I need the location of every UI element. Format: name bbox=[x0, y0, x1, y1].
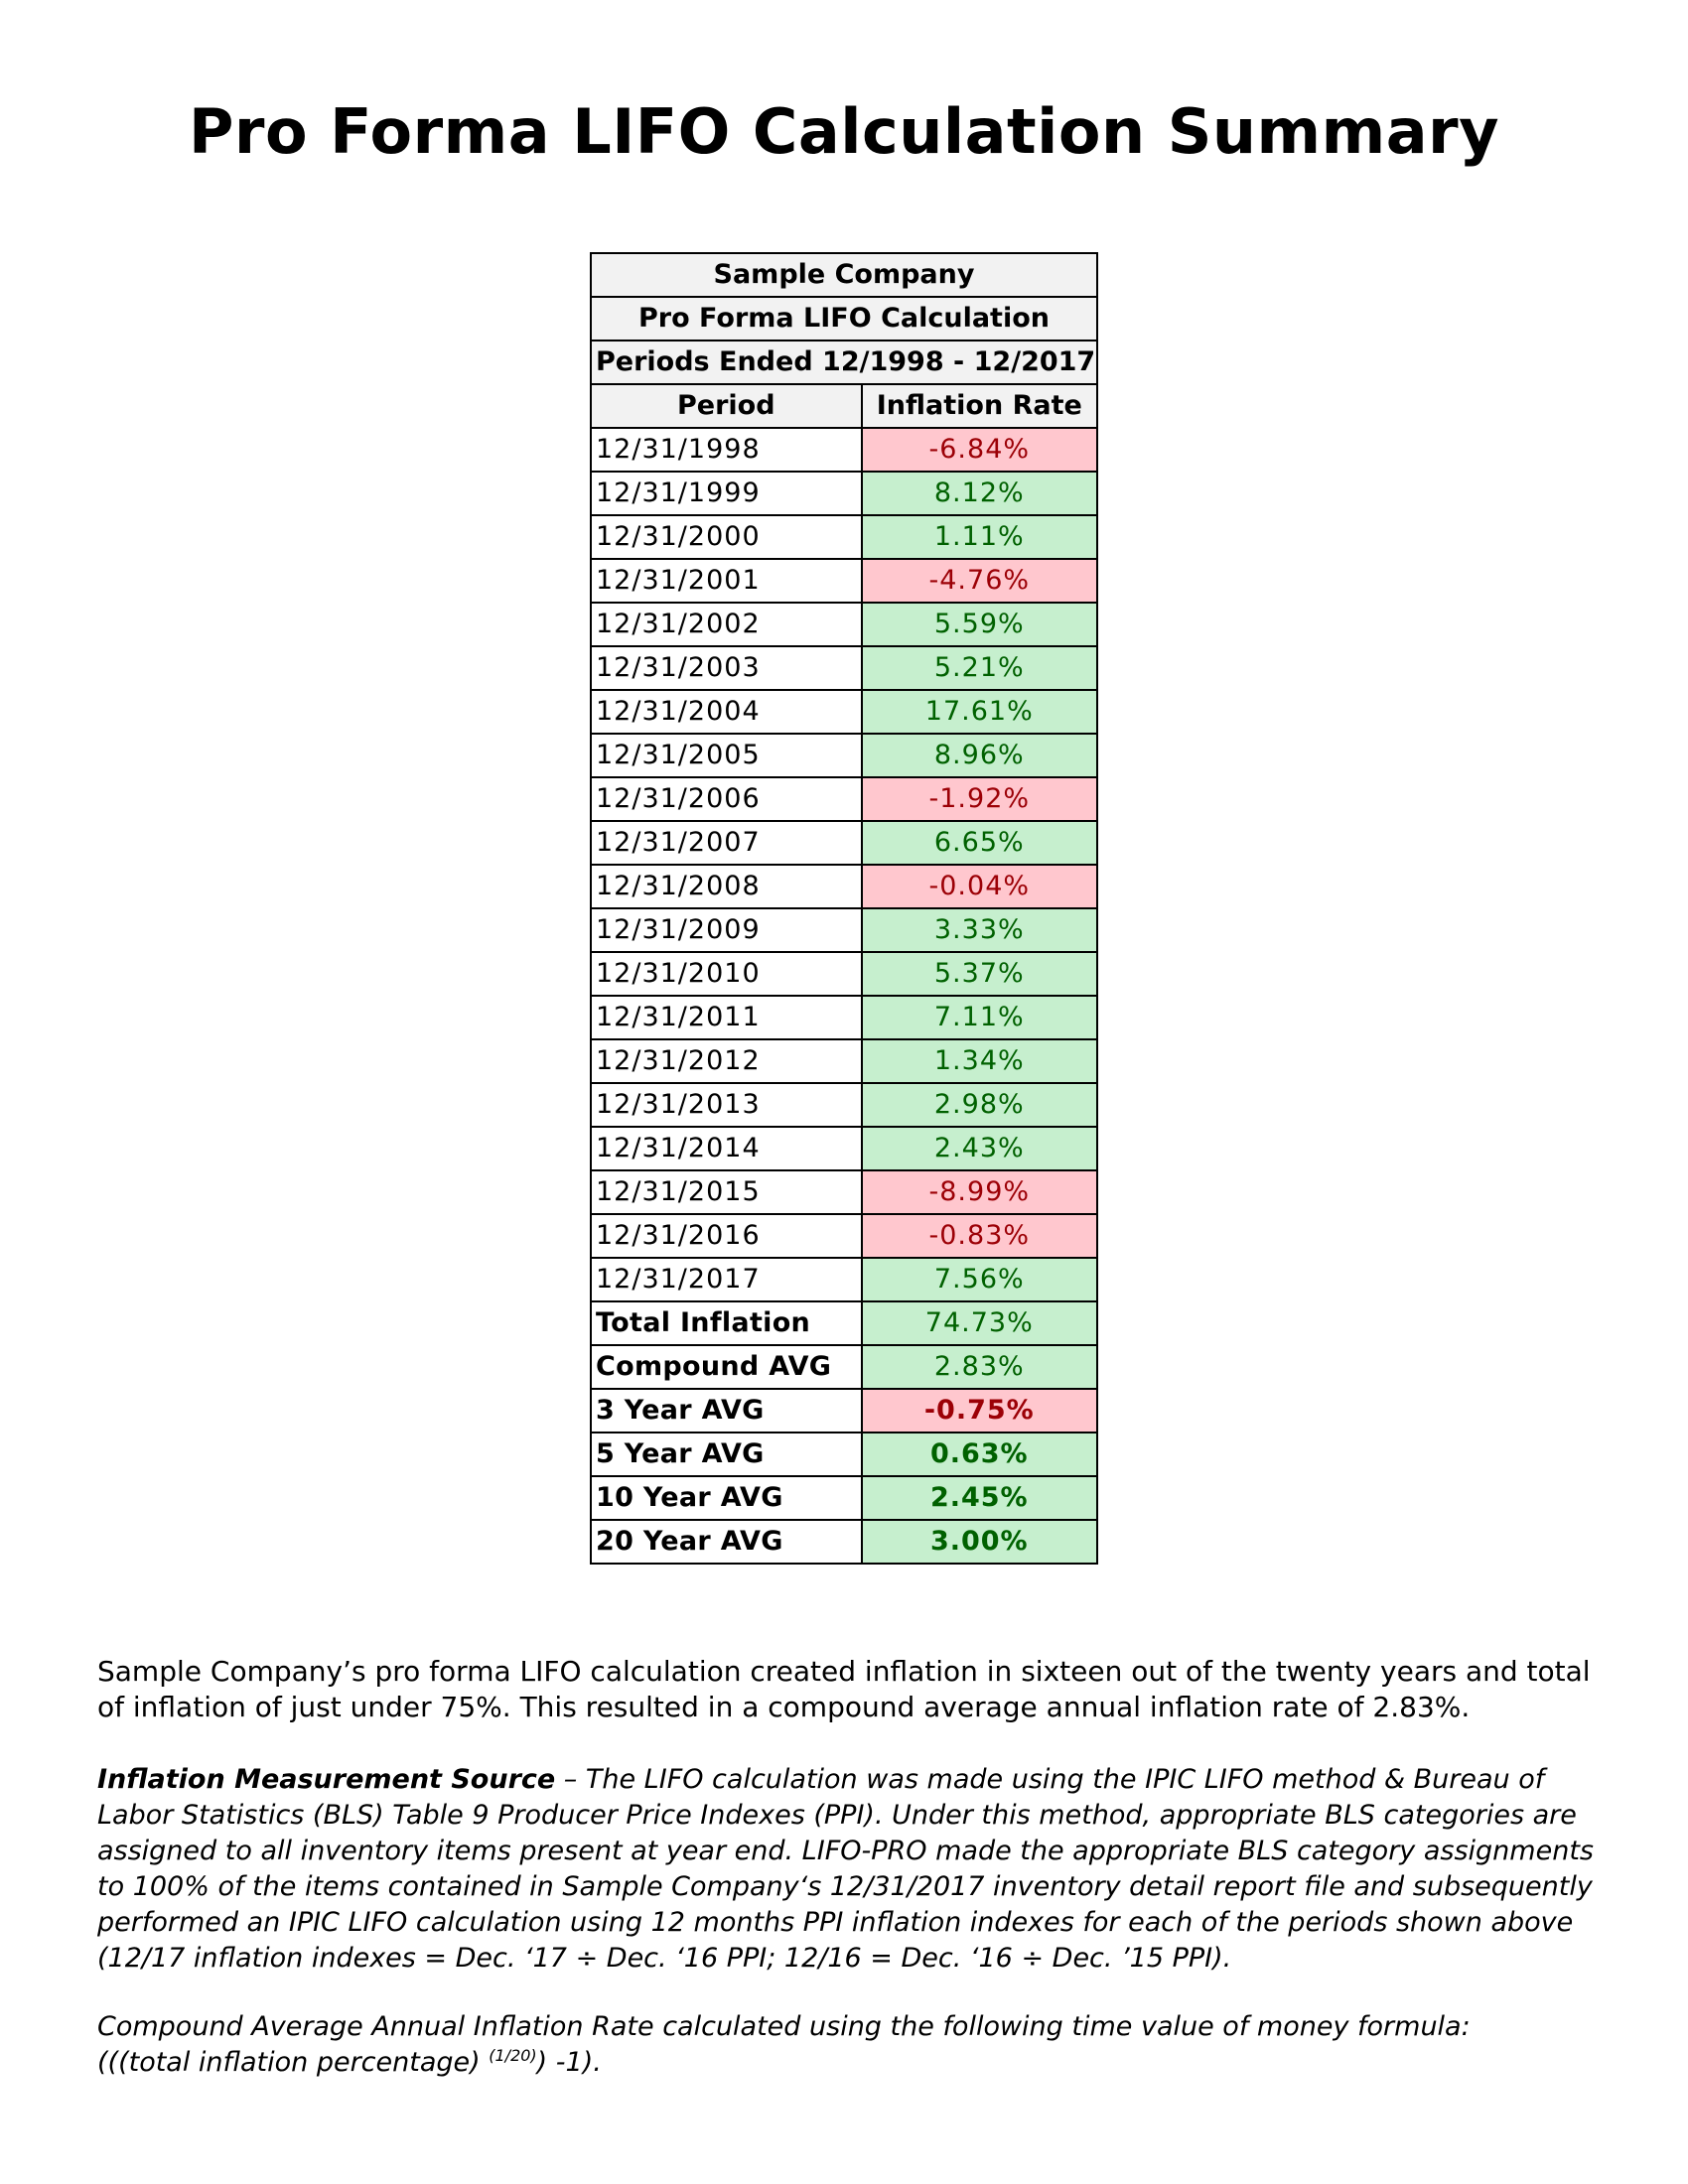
summary-label-cell: 5 Year AVG bbox=[591, 1433, 862, 1476]
table-row bbox=[591, 1127, 1097, 1170]
inflation-rate-cell: -6.84% bbox=[862, 428, 1097, 472]
summary-paragraph: Sample Company’s pro forma LIFO calculation created inflation in sixteen out of the twenty years and total of inflation of just under 75%. This resulted in a compound average annual inflation rate of 2.83%. bbox=[97, 1655, 1591, 1723]
formula-exponent: (1/20) bbox=[489, 2046, 537, 2065]
summary-rate-cell: 3.00% bbox=[862, 1520, 1097, 1564]
inflation-rate-cell: 1.11% bbox=[862, 515, 1097, 559]
period-cell: 12/31/2005 bbox=[591, 734, 862, 777]
summary-row bbox=[591, 1389, 1097, 1433]
summary-rate-cell: 2.45% bbox=[862, 1476, 1097, 1520]
table-row bbox=[591, 996, 1097, 1039]
period-cell: 12/31/2010 bbox=[591, 952, 862, 996]
period-cell: 12/31/2001 bbox=[591, 559, 862, 603]
formula-line bbox=[97, 2045, 1597, 2081]
summary-rows bbox=[591, 1301, 1097, 1564]
summary-label-cell: Compound AVG bbox=[591, 1345, 862, 1389]
period-cell: 12/31/2015 bbox=[591, 1170, 862, 1214]
inflation-rate-cell: 8.96% bbox=[862, 734, 1097, 777]
column-header-period: Period bbox=[591, 384, 862, 428]
table-row bbox=[591, 865, 1097, 908]
period-cell: 12/31/2009 bbox=[591, 908, 862, 952]
period-cell: 12/31/2007 bbox=[591, 821, 862, 865]
table-periods-header: Periods Ended 12/1998 - 12/2017 bbox=[591, 341, 1097, 384]
inflation-rate-cell: 2.43% bbox=[862, 1127, 1097, 1170]
table-row bbox=[591, 559, 1097, 603]
column-header-inflation-rate: Inflation Rate bbox=[862, 384, 1097, 428]
formula-paragraph bbox=[97, 2009, 1597, 2081]
table-row bbox=[591, 1170, 1097, 1214]
inflation-rate-cell: 8.12% bbox=[862, 472, 1097, 515]
summary-rate-cell: 0.63% bbox=[862, 1433, 1097, 1476]
table-row bbox=[591, 777, 1097, 821]
period-cell: 12/31/2002 bbox=[591, 603, 862, 646]
period-cell: 12/31/2011 bbox=[591, 996, 862, 1039]
period-cell: 12/31/2013 bbox=[591, 1083, 862, 1127]
table-row bbox=[591, 1039, 1097, 1083]
formula-pre: (((total inflation percentage) bbox=[97, 2047, 490, 2078]
inflation-rate-cell: 2.98% bbox=[862, 1083, 1097, 1127]
summary-row bbox=[591, 1476, 1097, 1520]
inflation-rate-cell: -1.92% bbox=[862, 777, 1097, 821]
table-row bbox=[591, 1083, 1097, 1127]
period-cell: 12/31/1999 bbox=[591, 472, 862, 515]
period-cell: 12/31/2004 bbox=[591, 690, 862, 734]
period-cell: 12/31/2008 bbox=[591, 865, 862, 908]
summary-row bbox=[591, 1520, 1097, 1564]
period-cell: 12/31/2016 bbox=[591, 1214, 862, 1258]
inflation-rate-cell: 5.59% bbox=[862, 603, 1097, 646]
summary-label-cell: 20 Year AVG bbox=[591, 1520, 862, 1564]
inflation-source-paragraph bbox=[97, 1762, 1597, 1977]
summary-rate-cell: -0.75% bbox=[862, 1389, 1097, 1433]
inflation-rate-cell: 3.33% bbox=[862, 908, 1097, 952]
table-company-header: Sample Company bbox=[591, 253, 1097, 297]
table-row bbox=[591, 515, 1097, 559]
inflation-rate-cell: 1.34% bbox=[862, 1039, 1097, 1083]
summary-rate-cell: 2.83% bbox=[862, 1345, 1097, 1389]
period-cell: 12/31/2017 bbox=[591, 1258, 862, 1301]
table-row bbox=[591, 690, 1097, 734]
summary-row bbox=[591, 1433, 1097, 1476]
inflation-rate-cell: 5.37% bbox=[862, 952, 1097, 996]
inflation-rate-cell: 7.56% bbox=[862, 1258, 1097, 1301]
table-row bbox=[591, 908, 1097, 952]
summary-label-cell: 3 Year AVG bbox=[591, 1389, 862, 1433]
inflation-rate-cell: -0.04% bbox=[862, 865, 1097, 908]
summary-rate-cell: 74.73% bbox=[862, 1301, 1097, 1345]
page-title: Pro Forma LIFO Calculation Summary bbox=[188, 95, 1500, 168]
inflation-rate-cell: 6.65% bbox=[862, 821, 1097, 865]
table-row bbox=[591, 1258, 1097, 1301]
summary-row bbox=[591, 1345, 1097, 1389]
table-row bbox=[591, 734, 1097, 777]
period-rows bbox=[591, 428, 1097, 1301]
inflation-rate-cell: -4.76% bbox=[862, 559, 1097, 603]
inflation-rate-cell: 7.11% bbox=[862, 996, 1097, 1039]
table-row bbox=[591, 952, 1097, 996]
inflation-rate-cell: 5.21% bbox=[862, 646, 1097, 690]
table-row bbox=[591, 646, 1097, 690]
table-row bbox=[591, 821, 1097, 865]
summary-label-cell: Total Inflation bbox=[591, 1301, 862, 1345]
formula-intro: Compound Average Annual Inflation Rate calculated using the following time value of money formula: bbox=[97, 2011, 1471, 2042]
period-cell: 12/31/1998 bbox=[591, 428, 862, 472]
period-cell: 12/31/2000 bbox=[591, 515, 862, 559]
inflation-rate-cell: -0.83% bbox=[862, 1214, 1097, 1258]
period-cell: 12/31/2003 bbox=[591, 646, 862, 690]
inflation-rate-cell: -8.99% bbox=[862, 1170, 1097, 1214]
formula-post: ) -1). bbox=[536, 2047, 602, 2078]
inflation-source-lead: Inflation Measurement Source bbox=[97, 1764, 556, 1795]
inflation-rate-cell: 17.61% bbox=[862, 690, 1097, 734]
inflation-source-text: – The LIFO calculation was made using the IPIC LIFO method & Bureau of Labor Statistics (BLS) Table 9 Producer Price Indexes (PPI). Under this method, appropriate BLS categories are assigned to all inventory items present at year end. LIFO-PRO made the appropriate BLS category assignments to 100% of the items contained in Sample Company‘s 12/31/2017 inventory detail report file and subsequently performed an IPIC LIFO calculation using 12 months PPI inflation indexes for each of the periods shown above (12/17 inflation indexes = Dec. ‘17 ÷ Dec. ‘16 PPI; 12/16 = Dec. ‘16 ÷ Dec. ’15 PPI). bbox=[97, 1764, 1594, 1974]
period-cell: 12/31/2014 bbox=[591, 1127, 862, 1170]
table-row bbox=[591, 603, 1097, 646]
table-row bbox=[591, 428, 1097, 472]
lifo-table bbox=[590, 252, 1098, 1565]
summary-row bbox=[591, 1301, 1097, 1345]
summary-label-cell: 10 Year AVG bbox=[591, 1476, 862, 1520]
period-cell: 12/31/2006 bbox=[591, 777, 862, 821]
period-cell: 12/31/2012 bbox=[591, 1039, 862, 1083]
table-row bbox=[591, 1214, 1097, 1258]
table-row bbox=[591, 472, 1097, 515]
table-subtitle-header: Pro Forma LIFO Calculation bbox=[591, 297, 1097, 341]
